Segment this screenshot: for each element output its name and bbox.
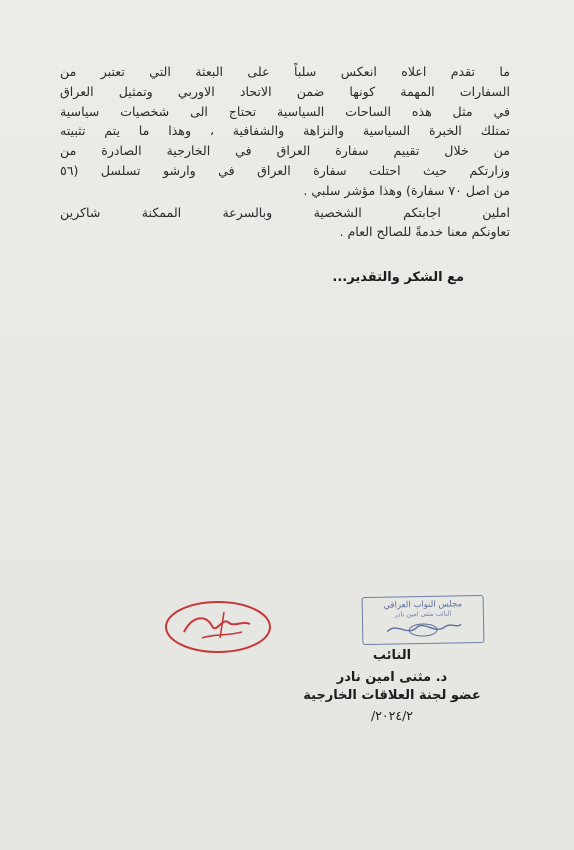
body-line: وزارتكم حيث احتلت سفارة العراق في وارشو تسلسل (٥٦ (60, 162, 510, 178)
official-stamp (362, 595, 485, 645)
letter-body (60, 62, 510, 242)
closing-line: املين اجابتكم الشخصية وبالسرعة الممكنة شاكرين (60, 204, 510, 220)
body-line: ما تقدم اعلاه انعكس سلباً على البعثة التي تعتبر من (60, 64, 510, 79)
body-line: من اصل ٧٠ سفارة) وهذا مؤشر سلبي . (303, 182, 510, 198)
stamp-line-2: النائب مثنى امين نادر (394, 609, 452, 619)
thanks-line: مع الشكر والتقدير... (332, 270, 464, 285)
body-line: تمتلك الخبرة السياسية والنزاهة والشفافية ، وهذا ما يتم تثبيته (60, 123, 510, 139)
red-signature-stamp (162, 598, 274, 660)
signer-role: عضو لجنة العلاقات الخارجية (303, 688, 481, 703)
stamp-line-1: مجلس النواب العراقي (383, 599, 463, 611)
signer-name: د. مثنى امين نادر (336, 670, 448, 685)
letter-date: ٢٠٢٤/٢/ (371, 708, 413, 723)
body-line: السفارات المهمة كونها ضمن الاتحاد الاوربي وتمثيل العراق (60, 83, 510, 99)
body-line: من خلال تقييم سفارة العراق في الخارجية الصادرة من (60, 143, 510, 159)
body-line: في مثل هذه الساحات السياسية تحتاج الى شخصيات سياسية (60, 103, 510, 119)
signer-title: النائب (372, 648, 412, 663)
signer-block (292, 648, 492, 723)
closing-line: تعاونكم معنا خدمةً للصالح العام . (339, 224, 510, 240)
